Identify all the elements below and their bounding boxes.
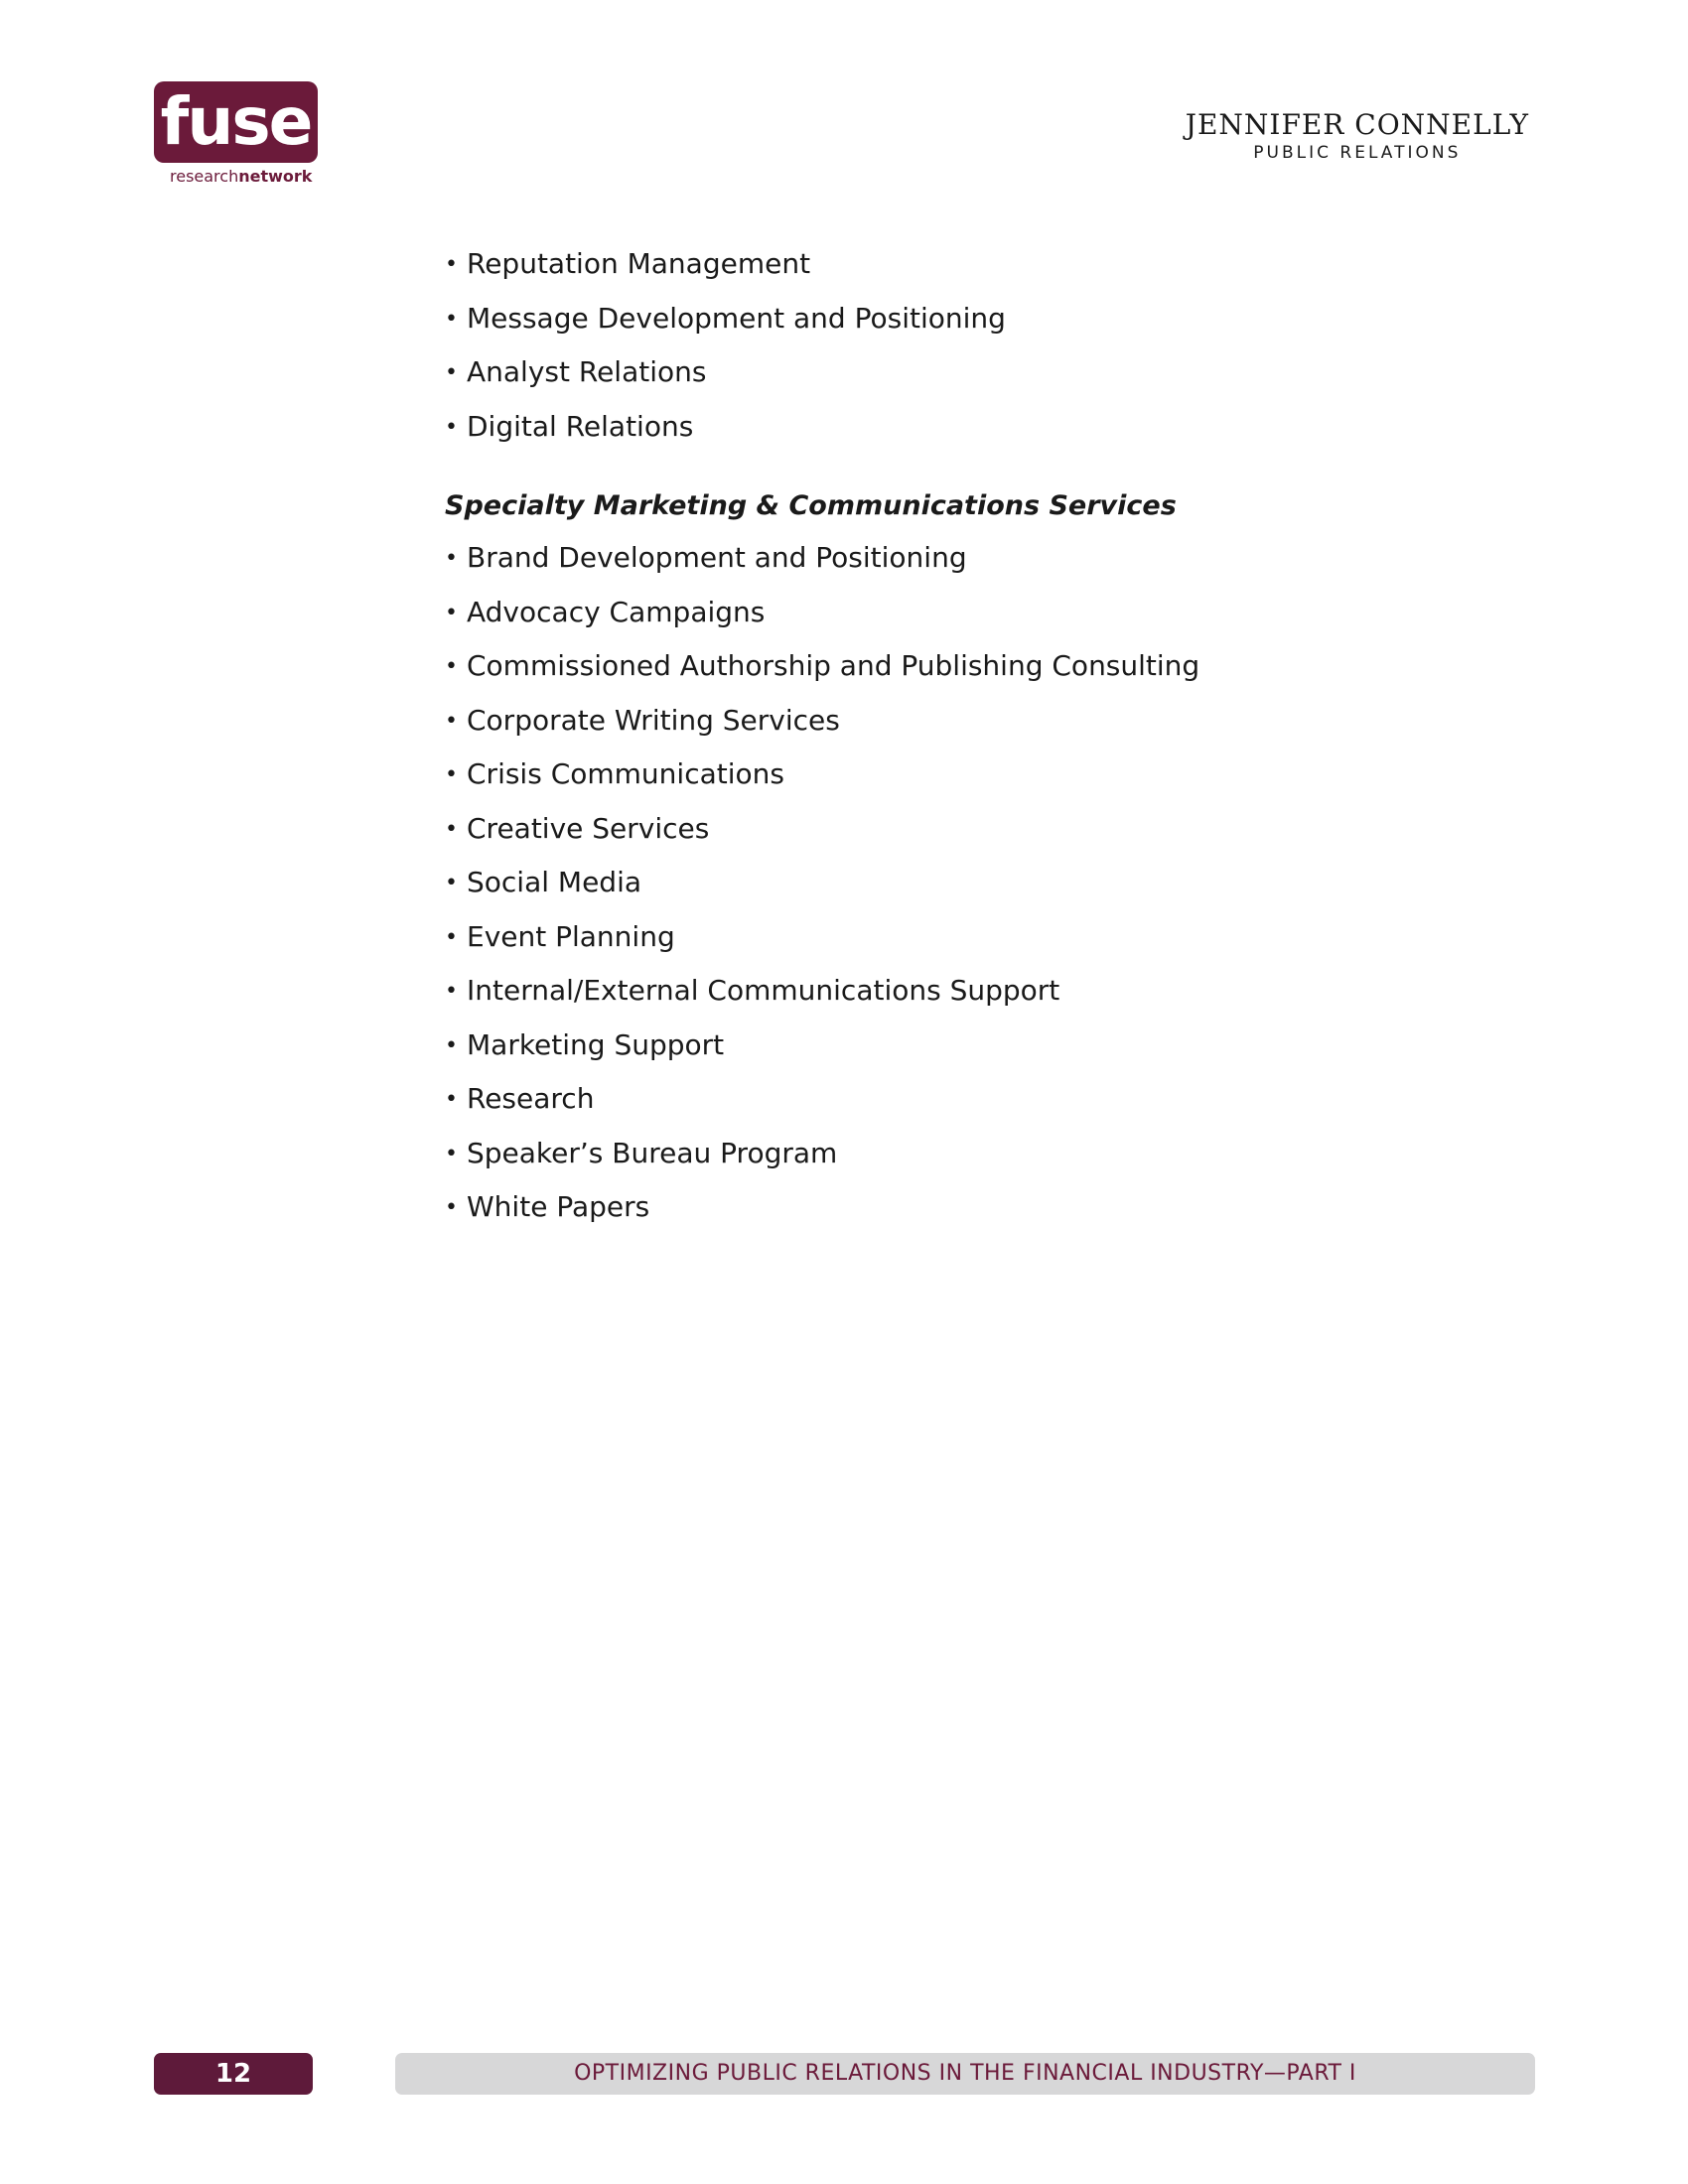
list-item: • Social Media (445, 857, 1338, 911)
list-item: • Speaker’s Bureau Program (445, 1128, 1338, 1182)
list-item: • Event Planning (445, 911, 1338, 966)
list-item: • Marketing Support (445, 1020, 1338, 1074)
list-item: • Corporate Writing Services (445, 695, 1338, 750)
list-item: • Research (445, 1073, 1338, 1128)
fuse-tagline-light: research (170, 167, 239, 186)
footer-document-title: OPTIMIZING PUBLIC RELATIONS IN THE FINANCIAL INDUSTRY—PART I (395, 2053, 1535, 2095)
list-item: • Internal/External Communications Support (445, 965, 1338, 1020)
page-number-badge: 12 (154, 2053, 313, 2095)
list-item: • Creative Services (445, 803, 1338, 858)
list-item: • Message Development and Positioning (445, 293, 1338, 347)
list-item: • Analyst Relations (445, 346, 1338, 401)
intro-service-list (445, 238, 1338, 455)
list-item: • Brand Development and Positioning (445, 532, 1338, 587)
fuse-tagline-bold: network (238, 167, 313, 186)
list-item: • Commissioned Authorship and Publishing Consulting (445, 640, 1338, 695)
list-item: • Crisis Communications (445, 749, 1338, 803)
list-item: • Advocacy Campaigns (445, 587, 1338, 641)
brand-subtitle: PUBLIC RELATIONS (1253, 143, 1462, 163)
fuse-logo-word: fuse (160, 83, 312, 160)
list-item: • Digital Relations (445, 401, 1338, 456)
specialty-section-heading: Specialty Marketing & Communications Services (445, 490, 1177, 521)
fuse-logo (154, 81, 318, 186)
list-item: • White Papers (445, 1181, 1338, 1236)
specialty-service-list (445, 532, 1338, 1236)
brand-name: JENNIFER CONNELLY (1185, 108, 1529, 141)
list-item: • Reputation Management (445, 238, 1338, 293)
main-content (445, 238, 1338, 1236)
jennifer-connelly-brand (1186, 109, 1529, 163)
fuse-logo-tagline (170, 167, 312, 186)
